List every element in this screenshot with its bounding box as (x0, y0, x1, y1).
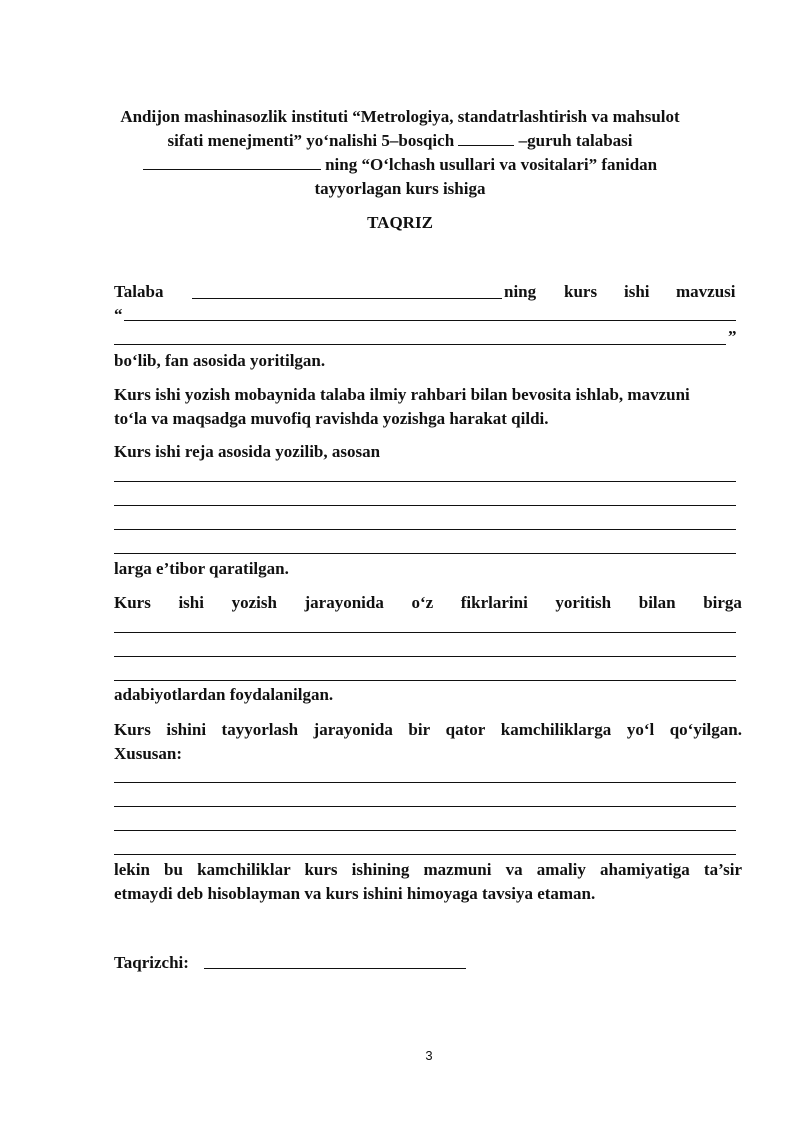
para4-line-c[interactable] (114, 830, 736, 831)
para4-word: kamchiliklarga (500, 720, 612, 739)
page-number: 3 (425, 1048, 433, 1063)
para4-line-1 (114, 719, 742, 741)
header-line-3-text: ning “O‘lchash usullari va vositalari” fanidan (325, 155, 658, 174)
para4-line-a[interactable] (114, 782, 736, 783)
para3-word: bilan (638, 593, 676, 612)
header-line-1: Andijon mashinasozlik instituti “Metrologiya, standatrlashtirish va mahsulot (120, 107, 680, 126)
student-name-line[interactable] (192, 298, 502, 299)
para3-line-b[interactable] (114, 656, 736, 657)
topic-line-1[interactable] (124, 320, 736, 321)
student-kurs: kurs (564, 282, 598, 301)
student-ning: ning (504, 282, 537, 301)
para5-line-2: etmaydi deb hisoblayman va kurs ishini himoyaga tavsiya etaman. (114, 884, 596, 903)
para3-word: o‘z (411, 593, 434, 612)
para4-word: jarayonida (313, 720, 393, 739)
para2-line-2[interactable] (114, 505, 736, 506)
para4-word: ishini (166, 720, 207, 739)
para3-line-a[interactable] (114, 632, 736, 633)
document-title: TAQRIZ (367, 213, 433, 232)
header-line-3 (0, 154, 800, 176)
para4-word: Kurs (114, 720, 151, 739)
group-blank[interactable] (458, 130, 514, 146)
para4-word: qo‘yilgan. (669, 720, 742, 739)
para4-line-b[interactable] (114, 806, 736, 807)
para2-end: larga e’tibor qaratilgan. (114, 559, 289, 578)
open-quote: “ (114, 305, 123, 324)
para3-word: fikrlarini (460, 593, 528, 612)
close-quote: ” (728, 327, 737, 346)
header-line-4: tayyorlagan kurs ishiga (314, 179, 486, 198)
para3-word: yozish (231, 593, 277, 612)
para4-line-2: Xususan: (114, 744, 183, 763)
student-mavzusi: mavzusi (676, 282, 736, 301)
header-line-2b: –guruh talabasi (518, 131, 633, 150)
para2-start: Kurs ishi reja asosida yozilib, asosan (114, 442, 381, 461)
para4-word: qator (445, 720, 486, 739)
reviewer-label: Taqrizchi: (114, 953, 189, 972)
para2-line-1[interactable] (114, 481, 736, 482)
para3-word: Kurs (114, 593, 151, 612)
para3-word: yoritish (555, 593, 612, 612)
para2-line-4[interactable] (114, 553, 736, 554)
topic-line-2[interactable] (114, 344, 726, 345)
para3-word: ishi (178, 593, 204, 612)
student-name-blank[interactable] (143, 154, 321, 170)
para2-line-3[interactable] (114, 529, 736, 530)
para1-line-1: Kurs ishi yozish mobaynida talaba ilmiy rahbari bilan bevosita ishlab, mavzuni (114, 385, 690, 404)
para4-word: tayyorlash (221, 720, 299, 739)
para3-end: adabiyotlardan foydalanilgan. (114, 685, 334, 704)
student-label: Talaba (114, 282, 164, 301)
para3-word: birga (703, 593, 742, 612)
para3-line-1 (114, 592, 742, 614)
para4-word: bir (408, 720, 431, 739)
para5-line-1: lekin bu kamchiliklar kurs ishining mazmuni va amaliy ahamiyatiga ta’sir (114, 860, 742, 879)
para1-line-2: to‘la va maqsadga muvofiq ravishda yozishga harakat qildi. (114, 409, 549, 428)
para3-line-c[interactable] (114, 680, 736, 681)
header-line-2 (0, 130, 800, 152)
reviewer-signature-line[interactable] (204, 968, 466, 969)
header-line-2a: sifati menejmenti” yo‘nalishi 5–bosqich (167, 131, 455, 150)
para4-line-d[interactable] (114, 854, 736, 855)
para4-word: yo‘l (626, 720, 655, 739)
para3-word: jarayonida (304, 593, 384, 612)
student-ishi: ishi (624, 282, 650, 301)
topic-end-text: bo‘lib, fan asosida yoritilgan. (114, 351, 326, 370)
